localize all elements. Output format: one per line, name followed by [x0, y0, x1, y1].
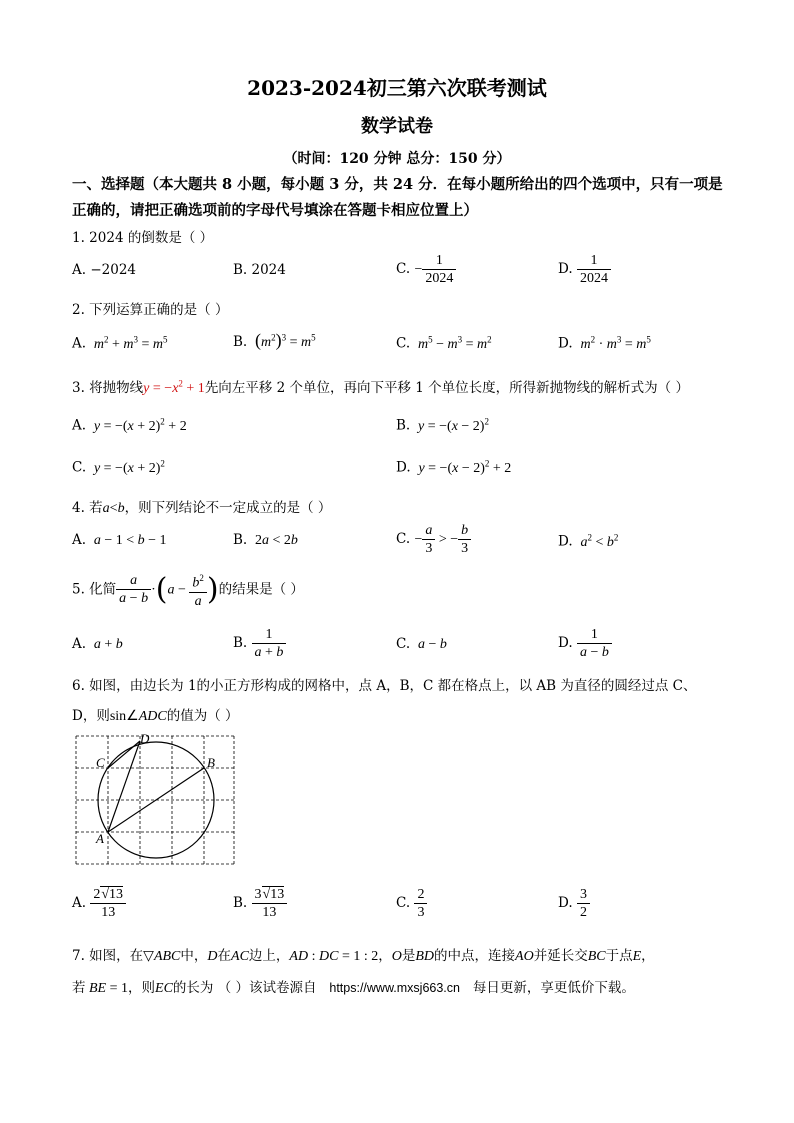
q6-option-b: B. $\frac{3√13}{13}$ [233, 886, 287, 921]
q5-option-a: A. a + b [72, 636, 123, 652]
q1-option-c: C. − $\frac{1}{2024}$ [396, 252, 456, 287]
q5-stem: 5. 化简 $\frac{a}{a - b}$ ·(a − $\frac{b^2}{a}$ )的结果是（ ） [72, 571, 304, 609]
q6-stem-line1: 6. 如图，由边长为 1的小正方形构成的网格中，点 A，B，C 都在格点上，以 AB 为直径的圆经过点 C、 [72, 678, 697, 694]
q4-stem: 4. 若a<b，则下列结论不一定成立的是（ ） [72, 500, 332, 516]
q3-option-b: B. $y = -(x - 2)^2$ [396, 416, 489, 434]
q3-option-a: A. $y = -(x + 2)^2 + 2$ [72, 416, 187, 434]
q5-option-d: D. $\frac{1}{a - b}$ [558, 626, 612, 661]
q6-grid-figure [70, 730, 240, 872]
q1-option-d: D. $\frac{1}{2024}$ [558, 252, 611, 287]
q3-stem: 3. 将抛物线$y = -x^2 + 1$先向左平移 2 个单位，再向下平移 1 个单位长度，所得新抛物线的解析式为（ ） [72, 378, 689, 396]
q1-option-b: B. 2024 [233, 262, 286, 278]
point-C-label: C [96, 755, 105, 770]
q6-option-a: A. $\frac{2√13}{13}$ [72, 886, 126, 921]
q1-stem: 1. 2024 的倒数是（ ） [72, 230, 214, 246]
q2-option-b: B. $(m^2)^3 = m^5$ [233, 330, 316, 350]
q7-stem-line2: 若 BE = 1，则EC的长为 （ ）该试卷源自 https://www.mxsj663.cn 每日更新，享更低价下载。 [72, 980, 635, 996]
q6-stem-line2: D，则sin∠ADC的值为（ ） [72, 708, 239, 724]
q3-option-c: C. $y = -(x + 2)^2$ [72, 458, 165, 476]
q2-option-a: A. $m^2 + m^3 = m^5$ [72, 334, 168, 352]
q3-option-d: D. $y = -(x - 2)^2 + 2$ [396, 458, 512, 476]
q1-option-a: A. −2024 [72, 262, 136, 278]
q6-option-c: C. $\frac{2}{3}$ [396, 886, 427, 921]
exam-title: 2023-2024初三第六次联考测试 [247, 76, 547, 100]
q2-stem: 2. 下列运算正确的是（ ） [72, 302, 229, 318]
exam-info: （时间：120 分钟 总分：150 分） [283, 151, 511, 167]
segments [108, 741, 204, 832]
source-link[interactable]: https://www.mxsj663.cn [329, 981, 460, 995]
q2-option-d: D. $m^2 \cdot m^3 = m^5$ [558, 334, 651, 352]
q5-option-c: C. a − b [396, 636, 447, 652]
point-B-label: B [207, 755, 215, 770]
q4-option-d: D. $a^2 < b^2$ [558, 532, 619, 550]
point-D-label: D [140, 731, 150, 746]
q7-stem-line1: 7. 如图，在▽ABC中，D在AC边上，AD : DC = 1 : 2，O是BD的中点，连接AO并延长交BC于点E， [72, 948, 655, 964]
section-heading: 一、选择题（本大题共 8 小题，每小题 3 分，共 24 分．在每小题所给出的四个选项中，只有一项是正确的，请把正确选项前的字母代号填涂在答题卡相应位置上） [72, 176, 723, 219]
q5-option-b: B. $\frac{1}{a + b}$ [233, 626, 286, 661]
exam-subject: 数学试卷 [361, 116, 433, 137]
q2-option-c: C. $m^5 - m^3 = m^2$ [396, 334, 492, 352]
q4-option-c: C. − $\frac{a}{3}$ > − $\frac{b}{3}$ [396, 522, 471, 557]
point-A-label: A [96, 831, 104, 846]
q4-option-a: A. a − 1 < b − 1 [72, 532, 167, 548]
q6-option-d: D. $\frac{3}{2}$ [558, 886, 590, 921]
q4-option-b: B. 2a < 2b [233, 532, 298, 548]
